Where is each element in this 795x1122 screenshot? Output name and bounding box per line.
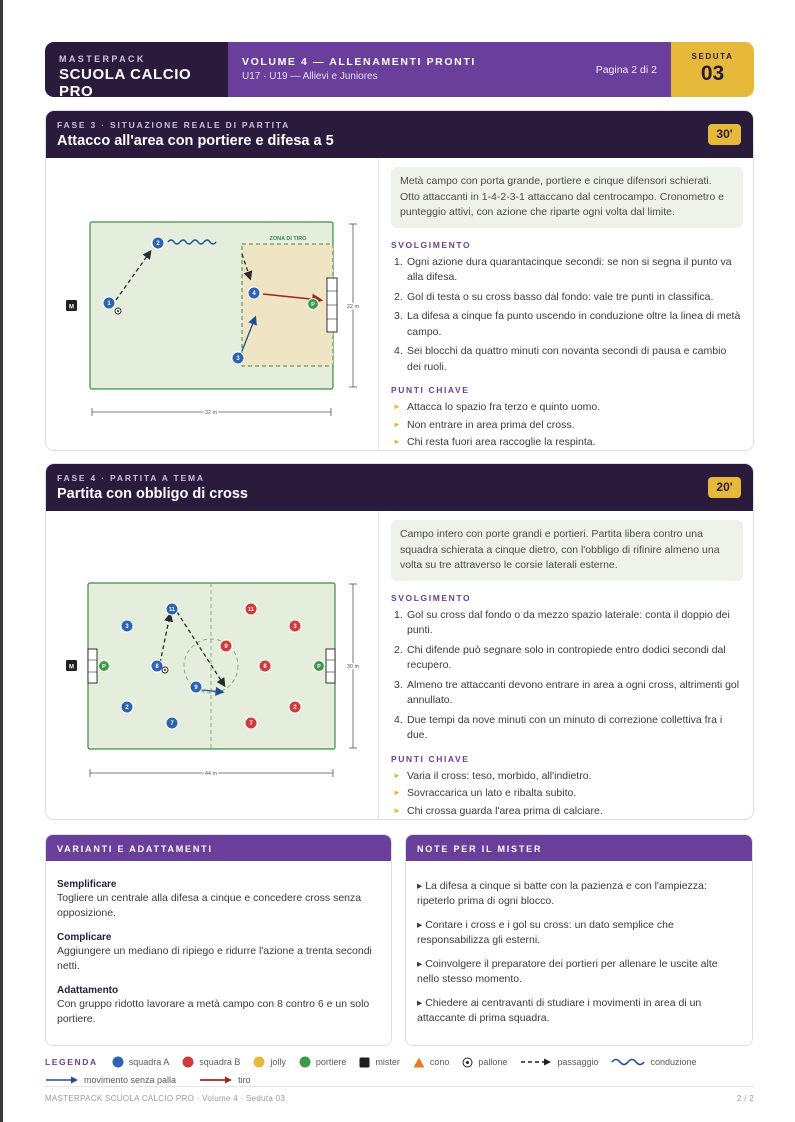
variant-desc: Aggiungere un mediano di ripiego e ridurre l'azione a trenta secondi netti. <box>57 945 372 972</box>
legend-item: conduzione <box>611 1057 696 1067</box>
variants-title: VARIANTI E ADATTAMENTI <box>46 835 391 861</box>
footer-left: MASTERPACK SCUOLA CALCIO PRO · Volume 4 · Seduta 03 <box>45 1094 286 1103</box>
phase-4-title: Partita con obbligo di cross <box>57 486 248 502</box>
legend-item: squadra A <box>112 1056 170 1068</box>
variant-desc: Con gruppo ridotto lavorare a metà campo con 8 contro 6 e un solo portiere. <box>57 998 370 1025</box>
height-label: 30 m <box>346 664 360 670</box>
key-item: ► Sovraccarica un lato e ribalta subito. <box>393 787 577 799</box>
variant-name: Semplificare <box>57 879 117 890</box>
phase-3-pitch-svg <box>46 158 379 451</box>
phase-4-card <box>45 463 754 820</box>
step-item: 1. Gol su cross dal fondo o da mezzo spazio laterale: conta il doppio dei punti. <box>394 608 730 636</box>
svg-text:8: 8 <box>263 664 267 671</box>
jolly-icon <box>253 1056 265 1068</box>
svg-text:3: 3 <box>293 624 297 631</box>
phase-3-card <box>45 110 754 451</box>
svg-text:11: 11 <box>248 607 254 614</box>
note-item: ▸ Coinvolgere il preparatore dei portieri per allenare le uscite alte nello stesso momento. <box>417 958 718 985</box>
key-item: ► Varia il cross: teso, morbido, all'indietro. <box>393 769 592 782</box>
svg-text:3: 3 <box>236 356 240 363</box>
legend-item: portiere <box>299 1056 347 1068</box>
legend-item: cono <box>413 1057 450 1068</box>
step-item: 2. Gol di testa o su cross basso dal fondo: vale tre punti in classifica. <box>394 290 714 303</box>
svg-text:2: 2 <box>156 241 160 248</box>
phase-4-keys <box>391 769 743 818</box>
svg-text:P: P <box>311 302 315 308</box>
svg-text:9: 9 <box>194 685 198 692</box>
note-item: ▸ Contare i cross e i gol su cross: un dato semplice che responsabilizza gli esterni. <box>417 919 674 946</box>
height-label: 22 m <box>346 304 360 310</box>
svg-text:8: 8 <box>155 664 159 671</box>
dribble-icon <box>611 1057 645 1067</box>
key-item: ► Chi crossa guarda l'area prima di calciare. <box>393 804 603 817</box>
phase-3-steps <box>391 255 743 376</box>
svg-text:11: 11 <box>169 607 175 614</box>
volume-block <box>228 42 671 97</box>
legend-item: mister <box>359 1057 400 1068</box>
svg-text:2: 2 <box>125 705 129 712</box>
triangle-bullet-icon: ► <box>393 788 401 797</box>
phase-4-kicker: FASE 4 · PARTITA A TEMA <box>57 473 205 483</box>
phase-4-intro: Campo intero con porte grandi e portieri. Partita libera contro una squadra schierata a cinque dietro, con l'obbligo di rifinire almeno una volta su tre attraverso le corsie laterali esterne. <box>391 520 743 581</box>
brand-pre: MASTERPACK <box>59 54 146 64</box>
step-item: 4. Sei blocchi da quattro minuti con novanta secondi di pausa e cambio dei ruoli. <box>394 345 727 373</box>
zone-label: ZONA DI TIRO <box>269 236 307 242</box>
width-label: 44 m <box>204 771 218 777</box>
width-label: 32 m <box>204 410 218 416</box>
volume-subtitle: U17 · U19 — Allievi e Juniores <box>242 71 378 82</box>
svg-text:1: 1 <box>107 301 111 308</box>
step-item: 2. Chi difende può segnare solo in contropiede entro dodici secondi dal recupero. <box>394 643 726 671</box>
triangle-bullet-icon: ► <box>393 437 401 446</box>
phase-3-keys-label: PUNTI CHIAVE <box>391 385 470 395</box>
phase-4-steps <box>391 608 743 744</box>
phase-3-intro: Metà campo con porta grande, portiere e cinque difensori schierati. Otto attaccanti in 1-4-2-3-1 attaccano dal centrocampo. Cronometro e punteggio attivi, con azione che riparte ogni volta dal limite. <box>391 167 743 228</box>
brand-name: SCUOLA CALCIO PRO <box>59 66 192 97</box>
page-indicator: Pagina 2 di 2 <box>595 64 657 76</box>
svg-text:2: 2 <box>293 705 297 712</box>
key-item: ► Attacca lo spazio fra terzo e quinto uomo. <box>393 401 601 413</box>
legend-item: passaggio <box>520 1057 598 1067</box>
legend-row-2 <box>45 1075 264 1085</box>
legend-item: pallone <box>462 1057 507 1068</box>
page-footer <box>45 1086 754 1103</box>
svg-text:3: 3 <box>125 624 129 631</box>
variant-name: Complicare <box>57 932 112 943</box>
svg-text:4: 4 <box>252 291 256 298</box>
step-item: 3. La difesa a cinque fa punto uscendo in conduzione oltre la linea di metà campo. <box>394 310 741 338</box>
pass-icon <box>520 1057 552 1067</box>
svg-text:P: P <box>317 664 321 670</box>
mister-icon <box>359 1057 370 1068</box>
volume-title: VOLUME 4 — ALLENAMENTI PRONTI <box>242 56 476 68</box>
triangle-bullet-icon: ► <box>393 402 401 411</box>
svg-text:7: 7 <box>170 721 174 728</box>
phase-3-title: Attacco all'area con portiere e difesa a 5 <box>57 133 334 149</box>
goal-left <box>88 649 97 683</box>
phase-4-steps-label: SVOLGIMENTO <box>391 592 472 603</box>
page-edge-strip <box>0 0 3 1122</box>
run-icon <box>45 1075 79 1085</box>
triangle-bullet-icon: ► <box>393 805 401 815</box>
key-item: ► Chi resta fuori area raccoglie la respinta. <box>393 436 596 448</box>
phase-4-diagram <box>46 511 379 820</box>
notes-box <box>405 834 753 1046</box>
note-item: ▸ Chiedere ai centravanti di studiare i movimenti in area di un attaccante di prima squadra. <box>417 997 702 1024</box>
phase-3-diagram <box>46 158 379 451</box>
triangle-bullet-icon: ► <box>393 419 401 429</box>
phase-4-duration: 20' <box>708 477 741 498</box>
footer-page: 2 / 2 <box>736 1094 754 1103</box>
step-item: 3. Almeno tre attaccanti devono entrare in area a ogni cross, altrimenti gol annullato. <box>394 678 740 706</box>
svg-text:M: M <box>69 304 74 311</box>
cone-icon <box>413 1057 425 1068</box>
phase-3-duration: 30' <box>708 124 741 145</box>
step-item: 4. Due tempi da nove minuti con un minuto di correzione collettiva fra i due. <box>394 713 723 741</box>
phase-4-keys-label: PUNTI CHIAVE <box>391 753 470 764</box>
phase-3-text <box>391 167 743 451</box>
legend-item: tiro <box>199 1075 251 1085</box>
variants-box <box>45 834 392 1046</box>
triangle-bullet-icon: ► <box>393 770 401 780</box>
brand-block <box>45 42 228 97</box>
session-label: SEDUTA <box>691 52 734 61</box>
variant-desc: Togliere un centrale alla difesa a cinque e concedere cross senza opposizione. <box>57 892 362 919</box>
phase-4-header <box>46 464 753 511</box>
session-block <box>671 42 754 97</box>
legend-row-1 <box>45 1056 710 1068</box>
keeper-icon <box>299 1056 311 1068</box>
svg-text:P: P <box>102 664 106 670</box>
legend-item: squadra B <box>182 1056 240 1068</box>
shooting-zone <box>242 244 333 366</box>
team-b-icon <box>182 1056 194 1068</box>
goal-right <box>326 649 335 683</box>
phase-3-keys <box>391 400 743 449</box>
notes-title: NOTE PER IL MISTER <box>406 835 752 861</box>
phase-4-text <box>391 520 743 820</box>
legend-item: movimento senza palla <box>45 1075 176 1085</box>
svg-text:7: 7 <box>249 721 253 728</box>
variant-name: Adattamento <box>57 985 119 996</box>
session-number: 03 <box>700 62 725 85</box>
page-header <box>45 42 754 97</box>
phase-3-header <box>46 111 753 158</box>
key-item: ► Non entrare in area prima del cross. <box>393 418 575 431</box>
svg-text:M: M <box>69 664 74 671</box>
phase-3-kicker: FASE 3 · SITUAZIONE REALE DI PARTITA <box>57 120 291 130</box>
note-item: ▸ La difesa a cinque si batte con la pazienza e con l'ampiezza: ripeterlo prima di ogni blocco. <box>417 880 707 907</box>
svg-text:9: 9 <box>224 644 228 651</box>
step-item: 1. Ogni azione dura quarantacinque secondi: se non si segna il punto va alla difesa. <box>394 255 732 283</box>
shot-icon <box>199 1075 233 1085</box>
team-a-icon <box>112 1056 124 1068</box>
phase-3-steps-label: SVOLGIMENTO <box>391 239 472 250</box>
ball-icon <box>462 1057 473 1068</box>
legend-item: jolly <box>253 1056 286 1068</box>
legend-title: LEGENDA <box>45 1057 98 1067</box>
phase-4-pitch-svg <box>46 511 379 820</box>
